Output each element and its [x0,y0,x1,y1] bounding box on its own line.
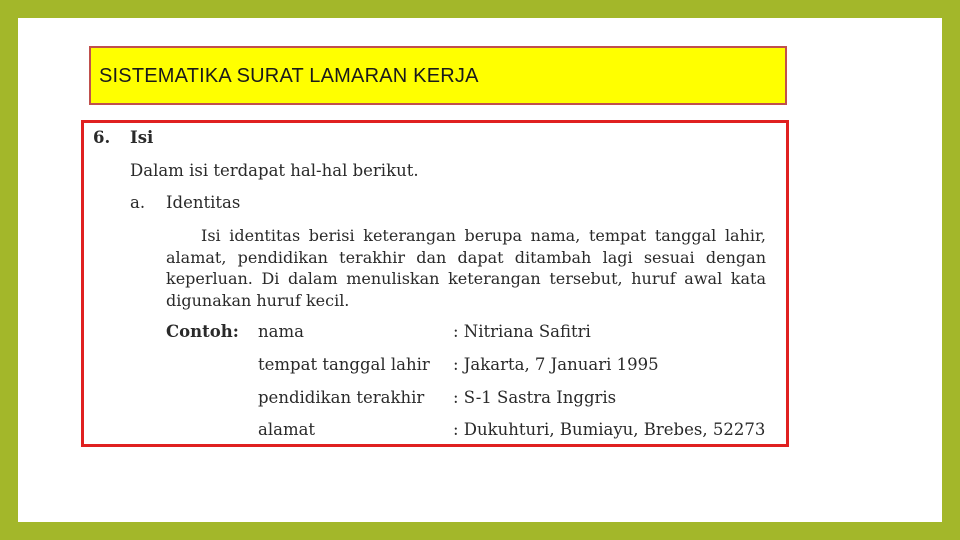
example-row-value: : Nitriana Safitri [453,322,591,341]
section-heading: Isi [130,128,154,147]
section-number: 6. [93,128,111,147]
example-row-label: nama [258,322,304,341]
example-label: Contoh: [166,322,239,341]
slide [18,18,942,522]
section-intro: Dalam isi terdapat hal-hal berikut. [130,161,419,180]
example-row-value: : Dukuhturi, Bumiayu, Brebes, 52273 [453,420,766,439]
content-box [81,120,789,447]
example-row-value: : Jakarta, 7 Januari 1995 [453,355,659,374]
example-row-label: tempat tanggal lahir [258,355,430,374]
subsection-letter: a. [130,193,146,212]
example-row-label: pendidikan terakhir [258,388,425,407]
example-row-value: : S-1 Sastra Inggris [453,388,617,407]
subsection-paragraph: Isi identitas berisi keterangan berupa nama, tempat tanggal lahir, alamat, pendidikan terakhir dan dapat ditambah lagi sesuai dengan keperluan. Di dalam menuliskan keterangan tersebut, huruf awal kata digunakan huruf kecil. [166,226,766,310]
slide-title: SISTEMATIKA SURAT LAMARAN KERJA [99,65,479,87]
example-row-label: alamat [258,420,316,439]
subsection-heading: Identitas [166,193,241,212]
title-box [89,46,787,105]
